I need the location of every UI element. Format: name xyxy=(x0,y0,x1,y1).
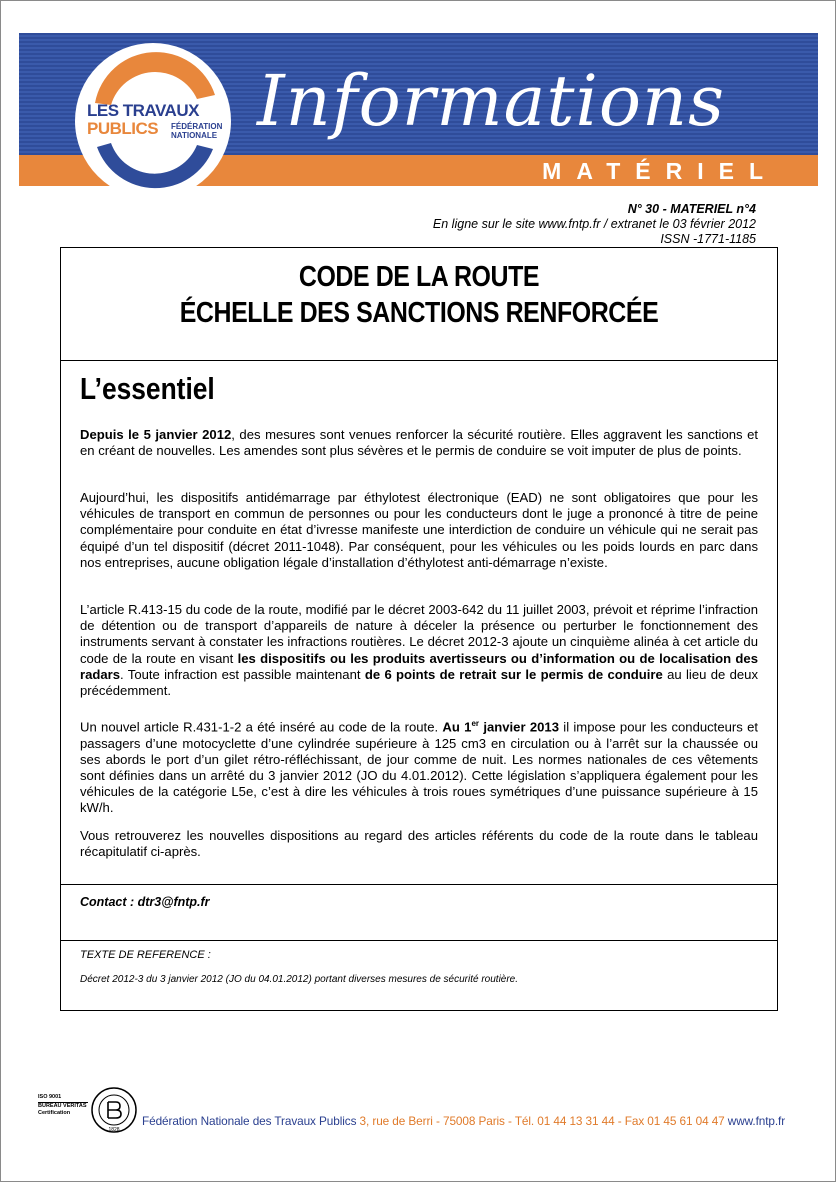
p3-text2: . Toute infraction est passible maintenant xyxy=(120,666,365,682)
document-title-line2: ÉCHELLE DES SANCTIONS RENFORCÉE xyxy=(179,297,659,329)
fntp-logo xyxy=(75,43,231,199)
footer-address-line: 3, rue de Berri - 75008 Paris - Tél. 01 44 13 31 44 - Fax 01 45 61 04 47 xyxy=(356,1114,725,1128)
body-section xyxy=(61,361,777,885)
paragraph-5: Vous retrouverez les nouvelles dispositions au regard des articles référents du code de la route dans le tableau récapitulatif ci-après. xyxy=(80,828,758,860)
banner-subtitle: MATÉRIEL xyxy=(542,158,778,184)
p1-text: , des mesures sont venues renforcer la sécurité routière. Elles aggravent les sanctions et en créant de nouvelles. Les amendes sont plus sévères et le permis de conduire se voit imputer de plus de points. xyxy=(80,427,758,459)
document-title-line1: CODE DE LA ROUTE xyxy=(298,261,540,293)
contact-section xyxy=(61,885,777,941)
p3-text1: L’article R.413-15 du code de la route, modifié par le décret 2003-642 du 11 juillet 2003, prévoit et réprime l’infraction de détention ou de transport d’appareils de nature à déceler la présence ou perturber le fonctionnement des instruments servant à constater les infractions routières. Le décret 2012-3 ajoute un cinquième alinéa à cet article du code de la route en visant xyxy=(80,602,758,666)
issue-info xyxy=(433,202,756,247)
reference-title: TEXTE DE REFERENCE : xyxy=(80,949,211,961)
logo-text-federation xyxy=(171,122,222,140)
paragraph-4 xyxy=(80,716,758,817)
logo-text-les-travaux: LES TRAVAUX xyxy=(87,101,199,120)
bureau-veritas-seal-icon xyxy=(90,1086,138,1134)
paragraph-2: Aujourd’hui, les dispositifs antidémarrage par éthylotest électronique (EAD) ne sont obligatoires que pour les véhicules de transport en commun de personnes ou pour les conducteurs dont le juge a prononcé à titre de peine complémentaire pour conduite en état d’ivresse manifeste une interdiction de conduire un véhicule qui ne serait pas équipé d’un tel dispositif (décret 2011-1048). Par conséquent, pour les véhicules ou les poids lourds en parc dans nos entreprises, aucune obligation légale d’installation d’éthylotest anti-démarrage n’existe. xyxy=(80,490,758,570)
footer-org: Fédération Nationale des Travaux Publics xyxy=(142,1114,357,1128)
reference-section xyxy=(61,941,777,1010)
p4-bold-b: janvier 2013 xyxy=(479,719,559,735)
paragraph-1 xyxy=(80,427,758,459)
p3-bold2: de 6 points de retrait sur le permis de conduire xyxy=(364,666,663,682)
section-heading: L’essentiel xyxy=(80,371,215,406)
logo-text-publics: PUBLICS xyxy=(87,119,159,138)
seal-year: 1828 xyxy=(108,1127,120,1133)
p3-text3: au lieu de deux précédemment. xyxy=(80,666,758,699)
logo-small-line1: FÉDÉRATION xyxy=(171,122,223,131)
iso-line3: Certification xyxy=(38,1110,71,1116)
issue-number: N° 30 - MATERIEL n°4 xyxy=(627,202,756,216)
logo-small-line2: NATIONALE xyxy=(171,131,218,140)
iso-line2: BUREAU VERITAS xyxy=(38,1103,87,1109)
contact-text: Contact : dtr3@fntp.fr xyxy=(80,895,210,909)
p3-bold1: les dispositifs ou les produits avertisseurs ou d’information ou de localisation des radars xyxy=(80,650,758,682)
iso-certification-badge xyxy=(38,1094,88,1130)
reference-text: Décret 2012-3 du 3 janvier 2012 (JO du 04.01.2012) portant diverses mesures de sécurité routière. xyxy=(80,974,519,985)
issue-issn: ISSN -1771-1185 xyxy=(660,232,756,246)
p1-bold: Depuis le 5 janvier 2012 xyxy=(80,427,232,442)
p4-bold-a: Au 1 xyxy=(442,719,472,735)
issue-online: En ligne sur le site www.fntp.fr / extranet le 03 février 2012 xyxy=(432,217,756,231)
footer-address xyxy=(142,1114,785,1128)
iso-line1: ISO 9001 xyxy=(38,1094,62,1100)
content-box xyxy=(60,247,778,1011)
p4-text2: il impose pour les conducteurs et passagers d’une motocyclette d’une cylindrée supérieure à 125 cm3 en circulation ou à l’arrêt sur la chaussée ou ses abords le port d’un gilet rétro-réfléchissant, de jour comme de nuit. Les normes nationales de ces vêtements sont définies dans un arrêté du 3 janvier 2012 (JO du 4.01.2012). Cette législation s’appliquera également pour les véhicules de la catégorie L5e, c’est à dire les véhicules à trois roues symétriques d’une puissance supérieure à 15 kW/h. xyxy=(80,719,759,816)
paragraph-3 xyxy=(80,602,758,699)
banner-title: Informations xyxy=(257,60,726,142)
footer-website: www.fntp.fr xyxy=(724,1114,786,1128)
p4-text1: Un nouvel article R.431-1-2 a été inséré au code de la route. xyxy=(80,719,443,735)
p4-bold-sup: er xyxy=(471,719,480,728)
title-section xyxy=(61,248,777,361)
